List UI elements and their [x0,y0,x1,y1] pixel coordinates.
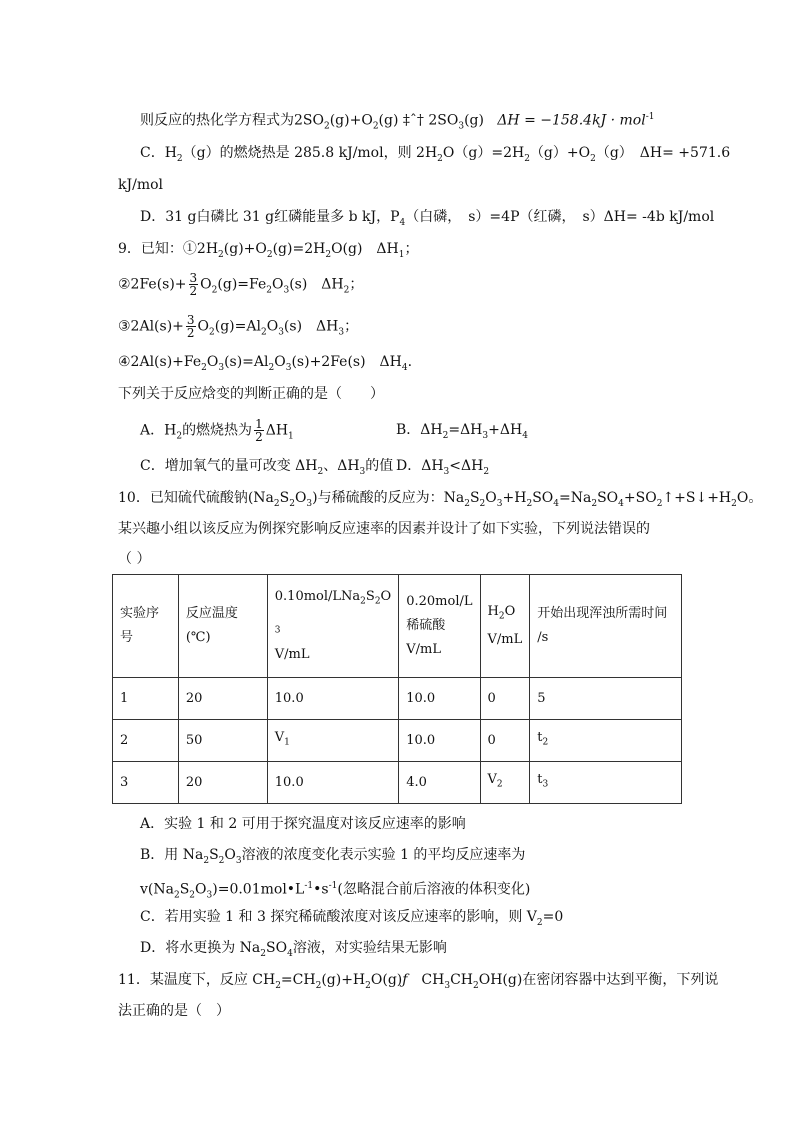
q11-stem-line2: 法正确的是（ ） [118,1003,230,1019]
q9-question: 下列关于反应焓变的判断正确的是（ ） [118,386,384,402]
table-row: 2 50 $V_1$ 10.0 0 $t_2$ [113,720,682,762]
q8-equation-line: 则反应的热化学方程式为$2SO_2(g)+O_2(g)$ ‡ˆ† $2SO_3(g)$ ΔH = −158.4kJ · mol$^{-1}$ [140,112,655,132]
fraction-three-halves: $\frac{3}{2}$ [186,313,195,340]
q10-stem-line2: 某兴趣小组以该反应为例探究影响反应速率的因素并设计了如下实验，下列说法错误的 [118,521,650,537]
q10-option-d: D．将水更换为 $Na_2SO_4$溶液，对实验结果无影响 [140,940,447,959]
q10-stem-line3: （ ） [118,551,151,567]
table-header-row [113,575,682,678]
q10-option-b-line2: $v(Na_2S_2O_3)=0.01mol•L^{-1}•s^{-1}$(忽略混合前后溶液的体积变化) [140,881,531,901]
q9-option-a: A．$H_2$的燃烧热为 $\frac{1}{2}$ $\Delta H_1$ [140,417,294,444]
header-time: 开始出现浑浊所需时间 /s [530,575,682,678]
table-row: 3 20 10.0 4.0 $V_2$ $t_3$ [113,762,682,804]
q8-option-d: D．31 g白磷比 31 g红磷能量多 b kJ，$P_4$（白磷， s）=4P（红磷， s）ΔH= -4b kJ/mol [140,209,715,228]
table-row: 1 20 10.0 10.0 0 5 [113,678,682,720]
q9-option-c: C．增加氧气的量可改变 $\Delta H_2$、$\Delta H_3$的值 [140,458,394,477]
header-h2so4-volume: 0.20mol/L 稀硫酸 V/mL [399,575,480,678]
q8-option-c-line1: C．$H_2(g)$的燃烧热是 285.8 kJ/mol，则 $2H_2O(g)=2H_2(g)+O_2(g)$ ΔH= +571.6 [140,145,731,164]
header-water-volume: $H_2O$ V/mL [480,575,530,678]
q11-stem-line1: 11．某温度下，反应 $CH_2=CH_2(g)+H_2O(g)ƒ$ $CH_3CH_2OH(g)$在密闭容器中达到平衡，下列说 [118,972,719,991]
q9-reaction-3: ③2Al(s)+ $\frac{3}{2}$ $O_2(g)=Al_2O_3(s)$ $\Delta H_3$； [118,313,359,340]
fraction-three-halves: $\frac{3}{2}$ [189,271,198,298]
fraction-one-half: $\frac{1}{2}$ [255,417,263,444]
q10-option-a: A．实验 1 和 2 可用于探究温度对该反应速率的影响 [140,816,466,832]
q9-reaction-4: $④2Al(s)+Fe_2O_3(s)=Al_2O_3(s)+2Fe(s)$ $\Delta H_4$. [118,354,413,373]
q10-option-b-line1: B．用 $Na_2S_2O_3$溶液的浓度变化表示实验 1 的平均反应速率为 [140,847,526,866]
q9-reaction-2: ②2Fe(s)+ $\frac{3}{2}$ $O_2(g)=Fe_2O_3(s)$ $\Delta H_2$； [118,271,364,298]
header-na2s2o3-volume: $0.10mol/LNa_2S_2O$ $_3$ V/mL [267,575,398,678]
q10-stem-line1: 10．已知硫代硫酸钠$(Na_2S_2O_3)$与稀硫酸的反应为：$Na_2S_2O_3+H_2SO_4=Na_2SO_4+SO_2↑+S↓+H_2O$。 [118,490,763,509]
experiment-table [112,574,682,804]
q8-option-c-line2: kJ/mol [118,177,163,193]
header-temperature: 反应温度(℃) [178,575,267,678]
q9-stem: 9．已知：$①2H_2(g)+O_2(g)=2H_2O(g)$ $\Delta H_1$； [118,241,419,260]
q9-option-d: D．$\Delta H_3<\Delta H_2$ [396,458,490,477]
q9-option-b: B．$\Delta H_2=\Delta H_3+\Delta H_4$ [396,422,528,441]
q10-option-c: C．若用实验 1 和 3 探究稀硫酸浓度对该反应速率的影响，则 $V_2=0$ [140,909,564,928]
header-experiment-no: 实验序 号 [113,575,179,678]
